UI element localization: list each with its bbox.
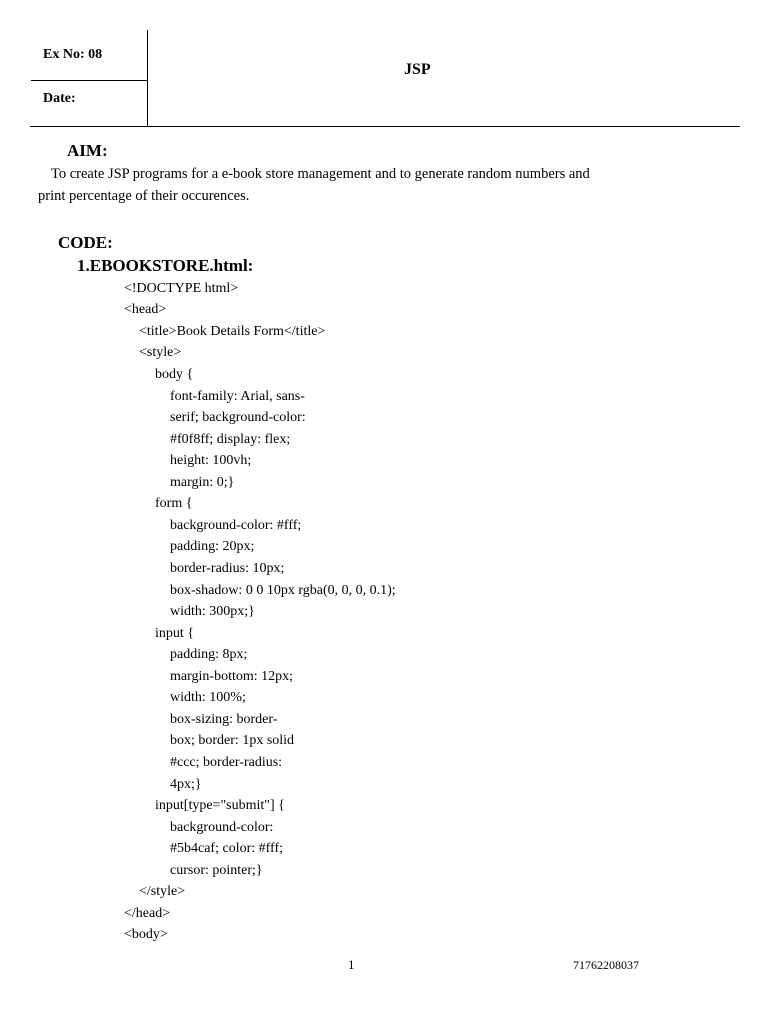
code-line: </style> xyxy=(139,884,186,899)
header-divider-horizontal xyxy=(31,80,148,81)
roll-number: 71762208037 xyxy=(573,958,639,972)
code-line: <style> xyxy=(139,345,182,360)
code-line: box-sizing: border- xyxy=(170,712,278,727)
header-bottom-rule xyxy=(30,126,740,127)
aim-text-line-2: print percentage of their occurences. xyxy=(38,188,250,204)
code-line: <body> xyxy=(124,927,168,942)
code-line: serif; background-color: xyxy=(170,410,306,425)
code-line: <head> xyxy=(124,302,167,317)
aim-text-line-1: To create JSP programs for a e-book store management and to generate random numbers and xyxy=(51,166,590,182)
code-line: <!DOCTYPE html> xyxy=(124,281,239,296)
code-line: #f0f8ff; display: flex; xyxy=(170,432,291,447)
code-line: box; border: 1px solid xyxy=(170,733,295,748)
code-line: 4px;} xyxy=(170,777,202,792)
aim-heading: AIM: xyxy=(67,141,108,160)
code-heading: CODE: xyxy=(58,233,113,252)
code-line: background-color: xyxy=(170,820,274,835)
code-line: height: 100vh; xyxy=(170,453,252,468)
code-line: padding: 8px; xyxy=(170,647,248,662)
code-line: background-color: #fff; xyxy=(170,518,302,533)
code-line: body { xyxy=(155,367,194,382)
header-divider-vertical xyxy=(147,30,148,127)
code-line: cursor: pointer;} xyxy=(170,863,263,878)
code-line: #5b4caf; color: #fff; xyxy=(170,841,284,856)
code-line: #ccc; border-radius: xyxy=(170,755,283,770)
code-line: margin-bottom: 12px; xyxy=(170,669,294,684)
code-line: input { xyxy=(155,626,194,641)
code-line: width: 300px;} xyxy=(170,604,255,619)
code-line: padding: 20px; xyxy=(170,539,255,554)
code-line: form { xyxy=(155,496,193,511)
page-title: JSP xyxy=(404,61,431,78)
code-line: input[type="submit"] { xyxy=(155,798,285,813)
file-heading: 1.EBOOKSTORE.html: xyxy=(77,256,254,275)
page-number: 1 xyxy=(348,957,355,972)
code-line: width: 100%; xyxy=(170,690,246,705)
code-line: </head> xyxy=(124,906,171,921)
code-line: box-shadow: 0 0 10px rgba(0, 0, 0, 0.1); xyxy=(170,583,396,598)
ex-no-label: Ex No: 08 xyxy=(43,47,103,62)
code-line: margin: 0;} xyxy=(170,475,235,490)
code-line: border-radius: 10px; xyxy=(170,561,285,576)
code-line: <title>Book Details Form</title> xyxy=(139,324,326,339)
code-line: font-family: Arial, sans- xyxy=(170,389,305,404)
date-label: Date: xyxy=(43,91,76,106)
